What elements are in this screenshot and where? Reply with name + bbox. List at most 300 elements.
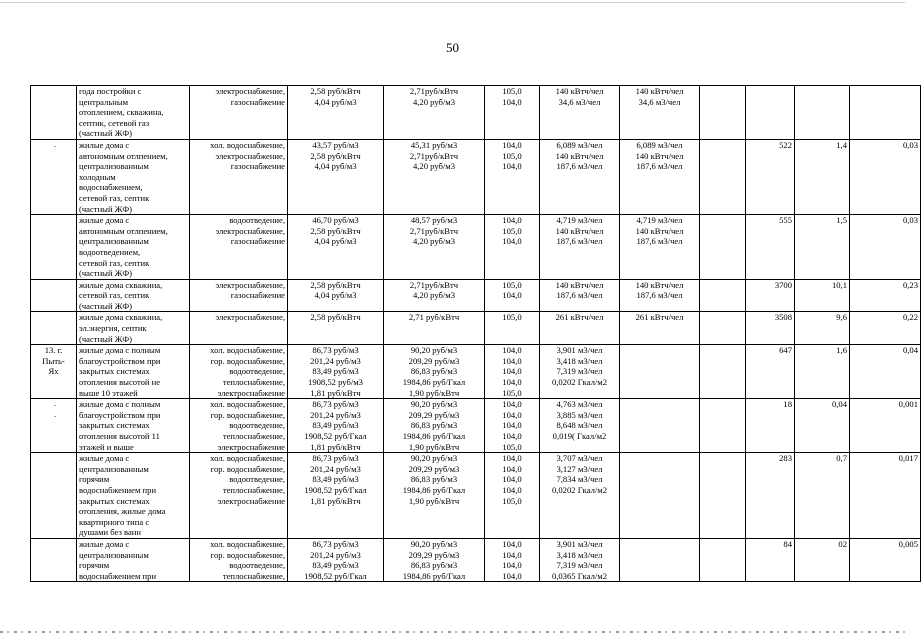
- cell-line: 1984,86 руб/Гкал: [402, 377, 466, 388]
- population-share-cell: 02: [795, 538, 850, 581]
- row-number-cell: [31, 86, 77, 140]
- cell-line: 104,0: [502, 409, 522, 420]
- cell-line: 0,0202 Гкал/м2: [551, 377, 608, 388]
- consumption-norm-alt-cell: [620, 312, 700, 345]
- cell-line: электроснабжение: [217, 495, 285, 506]
- growth-percent-cell: [485, 399, 540, 453]
- cell-line: жилые дома с полным: [79, 345, 161, 356]
- payment-change-cell: 0,017: [850, 453, 921, 539]
- cell-line: электроснабжение,: [215, 312, 285, 323]
- cell-line: 43,57 руб/м3: [312, 139, 359, 150]
- cell-line: 104,0: [502, 453, 522, 464]
- cell-line: отоплением, скважина,: [79, 107, 164, 118]
- cell-line: 1984,86 руб/Гкал: [402, 431, 466, 441]
- tariff-next-cell: [384, 399, 485, 453]
- cell-line: душами без ванн: [79, 527, 141, 538]
- cell-line: 105,0: [502, 387, 522, 398]
- cell-line: водоснабжением,: [79, 182, 143, 193]
- cell-line: 104,0: [502, 538, 522, 549]
- cell-line: централизованным: [79, 463, 149, 474]
- cell-line: 7,319 м3/чел: [556, 366, 603, 377]
- cell-line: 13. г.: [44, 345, 63, 356]
- cell-line: 2,71руб/кВтч: [409, 225, 459, 236]
- consumption-norm-cell: [540, 399, 620, 453]
- cell-line: 104,0: [502, 215, 522, 226]
- cell-line: водоотведение,: [229, 366, 285, 377]
- consumption-norm-alt-cell: [620, 399, 700, 453]
- tariff-next-cell: [384, 279, 485, 312]
- row-number-cell: [31, 399, 77, 453]
- cell-line: 4,763 м3/чел: [556, 399, 603, 410]
- row-number-cell: [31, 215, 77, 280]
- cell-line: 201,24 руб/м3: [310, 463, 361, 474]
- cell-line: газоснабжение: [230, 290, 285, 301]
- table-row: [31, 279, 921, 312]
- cell-line: (частный ЖФ): [79, 268, 133, 279]
- cell-line: 1,81 руб/кВтч: [310, 495, 361, 506]
- consumption-norm-alt-cell: [620, 86, 700, 140]
- cell-line: электроснабжение,: [215, 279, 285, 290]
- tariff-current-cell: [288, 215, 384, 280]
- population-count-cell: 283: [746, 453, 795, 539]
- cell-line: 1,90 руб/кВтч: [408, 441, 460, 452]
- cell-line: 4,20 руб/м3: [412, 236, 456, 247]
- cell-line: водоотведение,: [229, 420, 285, 431]
- cell-line: отопления, жилые дома: [79, 506, 166, 517]
- cell-line: хол. водоснабжение,: [210, 139, 285, 150]
- cell-line: хол. водоснабжение,: [210, 453, 285, 464]
- cell-line: 140 кВтч/чел: [635, 86, 684, 96]
- utility-services-cell: [190, 538, 288, 581]
- population-count-cell: 3700: [746, 279, 795, 312]
- consumption-norm-alt-cell: [620, 139, 700, 214]
- row-number-cell: [31, 345, 77, 399]
- cell-line: 2,71руб/кВтч: [409, 86, 459, 96]
- cell-line: закрытых системах: [79, 366, 150, 377]
- row-number-cell: [31, 139, 77, 214]
- cell-line: хол. водоснабжение,: [210, 345, 285, 356]
- housing-category-cell: [77, 139, 190, 214]
- consumption-norm-cell: [540, 345, 620, 399]
- cell-line: 2,58 руб/кВтч: [310, 86, 361, 96]
- cell-line: 105,0: [502, 495, 522, 506]
- cell-line: горячим: [79, 560, 110, 571]
- table-row: [31, 538, 921, 581]
- cell-line: 90,20 руб/м3: [410, 345, 458, 356]
- row-number-cell: [31, 453, 77, 539]
- cell-line: благоустройством при: [79, 355, 161, 366]
- tariff-next-cell: [384, 215, 485, 280]
- cell-line: электроснабжение,: [215, 225, 285, 236]
- cell-line: года постройки с: [79, 86, 142, 96]
- consumption-norm-alt-cell: [620, 345, 700, 399]
- cell-line: закрытых системах: [79, 420, 150, 431]
- cell-line: 201,24 руб/м3: [310, 549, 361, 560]
- cell-line: гор. водоснабжение,: [210, 463, 285, 474]
- tariff-current-cell: [288, 345, 384, 399]
- cell-line: гор. водоснабжение,: [210, 409, 285, 420]
- housing-category-cell: [77, 345, 190, 399]
- population-share-cell: 0,7: [795, 453, 850, 539]
- payment-change-cell: 0,005: [850, 538, 921, 581]
- tariff-current-cell: [288, 86, 384, 140]
- consumption-norm-cell: [540, 312, 620, 345]
- cell-line: централизованным: [79, 236, 149, 247]
- cell-line: отопления высотой 11: [79, 431, 160, 441]
- payment-change-cell: 0,23: [850, 279, 921, 312]
- cell-line: 90,20 руб/м3: [410, 538, 458, 549]
- cell-line: эл.энергия, септик: [79, 323, 147, 334]
- cell-line: 140 кВтч/чел: [555, 150, 604, 161]
- tariff-current-cell: [288, 312, 384, 345]
- cell-line: 104,0: [502, 355, 522, 366]
- cell-line: жилые дома с: [79, 453, 130, 464]
- cell-line: 104,0: [502, 484, 522, 495]
- cell-line: 105,0: [502, 225, 522, 236]
- table-row: [31, 399, 921, 453]
- utility-services-cell: [190, 312, 288, 345]
- cell-line: 1908,52 руб/Гкал: [304, 431, 367, 441]
- cell-line: выше 10 этажей: [79, 387, 138, 398]
- tariff-next-cell: [384, 139, 485, 214]
- empty-cell: [700, 399, 746, 453]
- cell-line: квартирного типа с: [79, 516, 150, 527]
- table-row: [31, 312, 921, 345]
- cell-line: теплоснабжение,: [222, 377, 285, 388]
- cell-line: водоснабжением при: [79, 570, 157, 581]
- table-row: [31, 139, 921, 214]
- cell-line: жилые дома скважина,: [79, 312, 163, 323]
- population-count-cell: 18: [746, 399, 795, 453]
- cell-line: 104,0: [502, 431, 522, 441]
- payment-change-cell: 0,03: [850, 139, 921, 214]
- tariff-next-cell: [384, 86, 485, 140]
- empty-cell: [700, 345, 746, 399]
- growth-percent-cell: [485, 215, 540, 280]
- cell-line: централизованным: [79, 549, 149, 560]
- cell-line: 187,6 м3/чел: [556, 290, 603, 301]
- cell-line: 1908,52 руб/Гкал: [304, 570, 367, 581]
- growth-percent-cell: [485, 139, 540, 214]
- cell-line: 2,71руб/кВтч: [409, 279, 459, 290]
- cell-line: водоотведение,: [229, 560, 285, 571]
- page-number: 50: [446, 40, 459, 55]
- cell-line: 140 кВтч/чел: [555, 279, 604, 290]
- population-count-cell: 555: [746, 215, 795, 280]
- housing-category-cell: [77, 279, 190, 312]
- table-row: [31, 215, 921, 280]
- cell-line: 1908,52 руб/Гкал: [304, 484, 367, 495]
- cell-line: водоотведение,: [229, 215, 285, 226]
- cell-line: 90,20 руб/м3: [410, 453, 458, 464]
- row-number-cell: [31, 279, 77, 312]
- utility-services-cell: [190, 215, 288, 280]
- cell-line: 105,0: [502, 312, 522, 323]
- housing-category-cell: [77, 86, 190, 140]
- cell-line: теплоснабжение,: [222, 484, 285, 495]
- consumption-norm-cell: [540, 139, 620, 214]
- cell-line: 86,73 руб/м3: [312, 538, 359, 549]
- tariff-next-cell: [384, 345, 485, 399]
- cell-line: 209,29 руб/м3: [408, 355, 460, 366]
- cell-line: 2,58 руб/кВтч: [310, 312, 361, 323]
- housing-category-cell: [77, 399, 190, 453]
- cell-line: 4,20 руб/м3: [412, 96, 456, 107]
- utility-services-cell: [190, 453, 288, 539]
- cell-line: 104,0: [502, 290, 522, 301]
- utility-services-cell: [190, 399, 288, 453]
- table-row: [31, 453, 921, 539]
- cell-line: электроснабжение: [217, 387, 285, 398]
- population-count-cell: 647: [746, 345, 795, 399]
- cell-line: 45,31 руб/м3: [410, 139, 458, 150]
- cell-line: 187,6 м3/чел: [556, 161, 603, 172]
- cell-line: 104,0: [502, 420, 522, 431]
- cell-line: .: [54, 399, 56, 409]
- cell-line: 6,089 м3/чел: [556, 139, 603, 150]
- cell-line: 140 кВтч/чел: [635, 279, 684, 290]
- cell-line: 3,707 м3/чел: [556, 453, 603, 464]
- utility-services-cell: [190, 345, 288, 399]
- cell-line: 104,0: [502, 377, 522, 388]
- cell-line: 104,0: [502, 236, 522, 247]
- housing-category-cell: [77, 312, 190, 345]
- cell-line: 4,04 руб/м3: [314, 161, 357, 172]
- cell-line: 187,6 м3/чел: [556, 236, 603, 247]
- consumption-norm-alt-cell: [620, 453, 700, 539]
- cell-line: 4,04 руб/м3: [314, 290, 357, 301]
- cell-line: септик, сетевой газ: [79, 117, 150, 128]
- cell-line: 86,73 руб/м3: [312, 453, 359, 464]
- population-share-cell: 0,04: [795, 399, 850, 453]
- cell-line: газоснабжение: [230, 96, 285, 107]
- cell-line: 104,0: [502, 139, 522, 150]
- cell-line: централизованным: [79, 161, 149, 172]
- cell-line: сетевой газ, септик: [79, 290, 150, 301]
- cell-line: Ях: [48, 366, 59, 377]
- housing-category-cell: [77, 538, 190, 581]
- cell-line: газоснабжение: [230, 236, 285, 247]
- consumption-norm-alt-cell: [620, 538, 700, 581]
- cell-line: теплоснабжение,: [222, 431, 285, 441]
- scan-edge-top: [0, 2, 905, 3]
- payment-change-cell: [850, 86, 921, 140]
- cell-line: 83,49 руб/м3: [312, 366, 359, 377]
- cell-line: 7,319 м3/чел: [556, 560, 603, 571]
- cell-line: .: [54, 409, 56, 419]
- cell-line: (частный ЖФ): [79, 333, 133, 344]
- consumption-norm-cell: [540, 538, 620, 581]
- cell-line: 6,089 м3/чел: [636, 139, 683, 150]
- empty-cell: [700, 279, 746, 312]
- scan-edge-bottom: [0, 631, 905, 633]
- cell-line: 2,71 руб/кВтч: [408, 312, 460, 323]
- payment-change-cell: 0,001: [850, 399, 921, 453]
- cell-line: 105,0: [502, 86, 522, 96]
- cell-line: 3,901 м3/чел: [556, 538, 603, 549]
- cell-line: 2,58 руб/кВтч: [310, 150, 361, 161]
- cell-line: 104,0: [502, 570, 522, 581]
- cell-line: центральным: [79, 96, 129, 107]
- cell-line: 86,73 руб/м3: [312, 399, 359, 410]
- payment-change-cell: 0,22: [850, 312, 921, 345]
- utility-services-cell: [190, 279, 288, 312]
- cell-line: 86,83 руб/м3: [410, 560, 458, 571]
- cell-line: 187,6 м3/чел: [636, 236, 683, 247]
- cell-line: 83,49 руб/м3: [312, 420, 359, 431]
- cell-line: гор. водоснабжение,: [210, 355, 285, 366]
- utility-services-cell: [190, 86, 288, 140]
- cell-line: автономным отлпением,: [79, 150, 168, 161]
- row-number-cell: [31, 538, 77, 581]
- cell-line: 1984,86 руб/Гкал: [402, 570, 466, 581]
- cell-line: жилые дома с: [79, 538, 130, 549]
- cell-line: 3,127 м3/чел: [556, 463, 603, 474]
- cell-line: 104,0: [502, 161, 522, 172]
- cell-line: 86,83 руб/м3: [410, 366, 458, 377]
- cell-line: 4,719 м3/чел: [556, 215, 603, 226]
- cell-line: 1,90 руб/кВтч: [408, 495, 460, 506]
- cell-line: 4,20 руб/м3: [412, 161, 456, 172]
- cell-line: 140 кВтч/чел: [555, 86, 604, 96]
- cell-line: 2,58 руб/кВтч: [310, 279, 361, 290]
- cell-line: 1,81 руб/кВтч: [310, 387, 361, 398]
- population-share-cell: [795, 86, 850, 140]
- cell-line: электроснабжение,: [215, 86, 285, 96]
- cell-line: 201,24 руб/м3: [310, 409, 361, 420]
- cell-line: (частный ЖФ): [79, 128, 133, 139]
- cell-line: 3,885 м3/чел: [556, 409, 603, 420]
- cell-line: 3,418 м3/чел: [556, 549, 603, 560]
- consumption-norm-cell: [540, 215, 620, 280]
- population-share-cell: 1,6: [795, 345, 850, 399]
- cell-line: 105,0: [502, 150, 522, 161]
- cell-line: 140 кВтч/чел: [555, 225, 604, 236]
- growth-percent-cell: [485, 453, 540, 539]
- cell-line: 104,0: [502, 345, 522, 356]
- tariff-next-cell: [384, 312, 485, 345]
- consumption-norm-alt-cell: [620, 215, 700, 280]
- tariff-next-cell: [384, 453, 485, 539]
- cell-line: водоотведение,: [229, 474, 285, 485]
- cell-line: 8,648 м3/чел: [556, 420, 603, 431]
- cell-line: жилые дома с полным: [79, 399, 161, 410]
- cell-line: 104,0: [502, 96, 522, 107]
- cell-line: 187,6 м3/чел: [636, 161, 683, 172]
- empty-cell: [700, 538, 746, 581]
- cell-line: 209,29 руб/м3: [408, 409, 460, 420]
- cell-line: 209,29 руб/м3: [408, 549, 460, 560]
- population-share-cell: 1,4: [795, 139, 850, 214]
- population-count-cell: [746, 86, 795, 140]
- table-body: [31, 86, 921, 582]
- population-count-cell: 84: [746, 538, 795, 581]
- cell-line: 0,019( Гкал/м2: [552, 431, 607, 441]
- cell-line: 83,49 руб/м3: [312, 560, 359, 571]
- tariff-current-cell: [288, 453, 384, 539]
- cell-line: горячим: [79, 474, 110, 485]
- cell-line: 90,20 руб/м3: [410, 399, 458, 410]
- cell-line: 86,83 руб/м3: [410, 474, 458, 485]
- cell-line: 83,49 руб/м3: [312, 474, 359, 485]
- cell-line: электроснабжение: [217, 441, 285, 452]
- cell-line: жилые дома с: [79, 215, 130, 226]
- cell-line: 1,81 руб/кВтч: [310, 441, 361, 452]
- cell-line: 104,0: [502, 560, 522, 571]
- empty-cell: [700, 453, 746, 539]
- cell-line: 209,29 руб/м3: [408, 463, 460, 474]
- cell-line: 104,0: [502, 366, 522, 377]
- growth-percent-cell: [485, 312, 540, 345]
- cell-line: электроснабжение,: [215, 150, 285, 161]
- cell-line: водоснабжением при: [79, 484, 157, 495]
- cell-line: автономным отлпением,: [79, 225, 168, 236]
- tariff-table: [30, 85, 921, 582]
- population-count-cell: 3508: [746, 312, 795, 345]
- consumption-norm-alt-cell: [620, 279, 700, 312]
- cell-line: благоустройством при: [79, 409, 161, 420]
- cell-line: 105,0: [502, 441, 522, 452]
- cell-line: 105,0: [502, 279, 522, 290]
- cell-line: 48,57 руб/м3: [410, 215, 458, 226]
- empty-cell: [700, 86, 746, 140]
- cell-line: 7,834 м3/чел: [556, 474, 603, 485]
- cell-line: хол. водоснабжение,: [210, 399, 285, 410]
- housing-category-cell: [77, 215, 190, 280]
- cell-line: теплоснабжение,: [222, 570, 285, 581]
- cell-line: отопления высотой не: [79, 377, 161, 388]
- cell-line: 0,0365 Гкал/м2: [551, 570, 608, 581]
- cell-line: холодным: [79, 171, 116, 182]
- cell-line: хол. водоснабжение,: [210, 538, 285, 549]
- cell-line: 3,418 м3/чел: [556, 355, 603, 366]
- cell-line: 104,0: [502, 463, 522, 474]
- cell-line: 104,0: [502, 549, 522, 560]
- cell-line: 86,73 руб/м3: [312, 345, 359, 356]
- cell-line: 4,04 руб/м3: [314, 236, 357, 247]
- empty-cell: [700, 312, 746, 345]
- consumption-norm-cell: [540, 453, 620, 539]
- cell-line: 2,58 руб/кВтч: [310, 225, 361, 236]
- cell-line: жилые дома скважина,: [79, 279, 163, 290]
- table-row: [31, 345, 921, 399]
- cell-line: водоотведением,: [79, 246, 141, 257]
- cell-line: 3,901 м3/чел: [556, 345, 603, 356]
- cell-line: 1908,52 руб/м3: [308, 377, 363, 388]
- cell-line: Пыть-: [42, 355, 65, 366]
- growth-percent-cell: [485, 86, 540, 140]
- consumption-norm-cell: [540, 279, 620, 312]
- cell-line: 201,24 руб/м3: [310, 355, 361, 366]
- population-share-cell: 1,5: [795, 215, 850, 280]
- cell-line: 4,719 м3/чел: [636, 215, 683, 226]
- cell-line: 261 кВтч/чел: [635, 312, 684, 323]
- cell-line: 187,6 м3/чел: [636, 290, 683, 301]
- cell-line: 0,0202 Гкал/м2: [551, 484, 608, 495]
- cell-line: 34,6 м3/чел: [638, 96, 681, 107]
- cell-line: жилые дома с: [79, 139, 130, 150]
- growth-percent-cell: [485, 279, 540, 312]
- cell-line: газоснабжение: [230, 161, 285, 172]
- cell-line: закрытых системах: [79, 495, 150, 506]
- cell-line: этажей и выше: [79, 441, 134, 452]
- cell-line: 2,71руб/кВтч: [409, 150, 459, 161]
- row-number-cell: [31, 312, 77, 345]
- cell-line: 46,70 руб/м3: [312, 215, 359, 226]
- tariff-current-cell: [288, 538, 384, 581]
- table-row: [31, 86, 921, 140]
- empty-cell: [700, 215, 746, 280]
